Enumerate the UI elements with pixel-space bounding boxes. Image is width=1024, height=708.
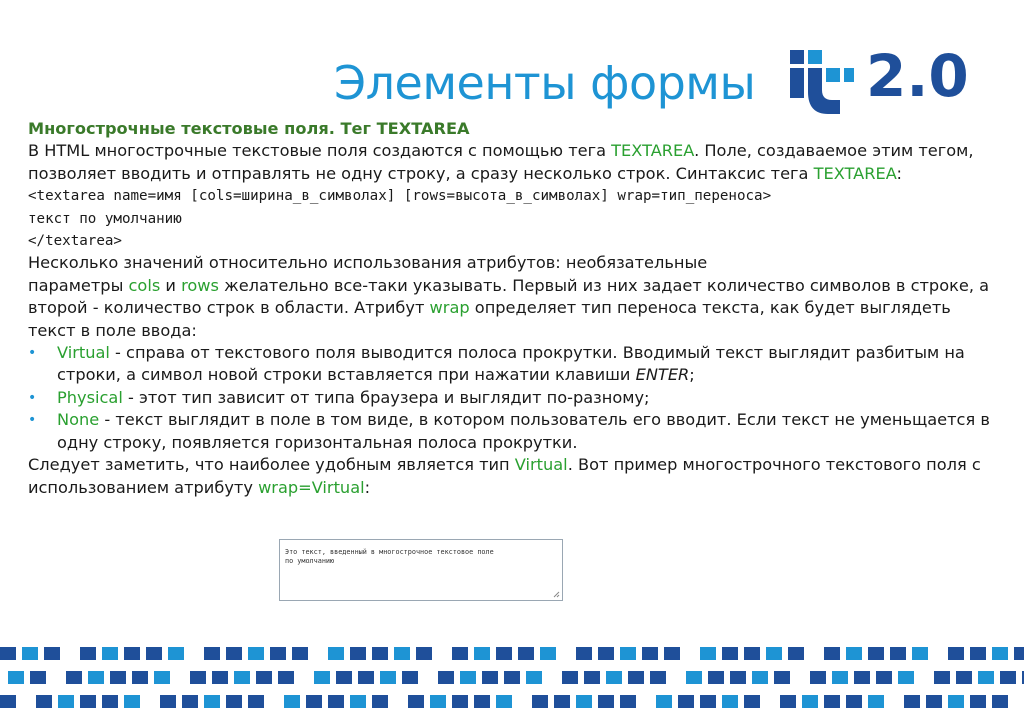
decorative-square <box>780 695 796 708</box>
decorative-square <box>394 647 410 660</box>
decorative-square <box>190 671 206 684</box>
decorative-square <box>372 647 388 660</box>
decorative-square <box>438 671 454 684</box>
decorative-square <box>132 671 148 684</box>
decorative-square <box>380 671 396 684</box>
decorative-square <box>656 695 672 708</box>
decorative-square <box>314 671 330 684</box>
decorative-square <box>328 695 344 708</box>
logo-text: 2.0 <box>866 44 969 110</box>
textarea-line: Это текст, введенный в многострочное текстовое поле <box>285 548 494 556</box>
decorative-square <box>372 695 388 708</box>
decorative-square <box>270 647 286 660</box>
attr-cols: cols <box>128 275 161 295</box>
paragraph-conclusion <box>28 454 1003 499</box>
example-textarea[interactable] <box>279 539 563 601</box>
decorative-square <box>248 695 264 708</box>
decorative-square <box>620 695 636 708</box>
slide-title: Элементы формы <box>334 56 756 110</box>
decorative-square <box>168 647 184 660</box>
decorative-square <box>350 695 366 708</box>
term: None <box>57 410 100 430</box>
decorative-square <box>970 647 986 660</box>
decorative-square <box>992 695 1008 708</box>
decorative-square <box>766 647 782 660</box>
section-heading: Многострочные текстовые поля. Тег TEXTAREA <box>28 119 470 138</box>
decorative-square <box>686 671 702 684</box>
term: Virtual <box>57 343 110 363</box>
decorative-square <box>832 671 848 684</box>
decorative-square <box>474 647 490 660</box>
decorative-square <box>642 647 658 660</box>
decorative-square <box>292 647 308 660</box>
decorative-square <box>846 695 862 708</box>
decorative-square <box>416 647 432 660</box>
decorative-square <box>540 647 556 660</box>
decorative-square <box>328 647 344 660</box>
decorative-square <box>460 671 476 684</box>
decorative-square <box>948 647 964 660</box>
decorative-square <box>664 647 680 660</box>
decorative-square <box>744 647 760 660</box>
decorative-square <box>628 671 644 684</box>
decorative-square <box>358 671 374 684</box>
decorative-square <box>22 647 38 660</box>
text: желательно все-таки указывать. Первый из них задает количество символов в строке, а второй - количество строк в области. Атрибут <box>28 275 990 318</box>
resize-grip-icon[interactable] <box>553 591 560 598</box>
decorative-square <box>0 695 16 708</box>
text: - справа от текстового поля выводится полоса прокрутки. Вводимый текст выглядит разбитым на строки, а символ новой строки вставляется при нажатии клавиши <box>57 343 965 385</box>
decorative-square <box>532 695 548 708</box>
decorative-square <box>408 695 424 708</box>
decorative-square <box>526 671 542 684</box>
attr-wrap: wrap <box>429 298 470 318</box>
decorative-square <box>496 647 512 660</box>
decorative-square <box>278 671 294 684</box>
decorative-square <box>284 695 300 708</box>
decorative-square <box>722 695 738 708</box>
decorative-square <box>256 671 272 684</box>
text: . Поле, создаваемое этим тегом, позволяет вводить и отправлять не одну строку, а сразу несколько строк. Синтаксис тега <box>28 141 974 183</box>
decorative-square <box>912 647 928 660</box>
decorative-square <box>154 671 170 684</box>
decorative-square <box>722 647 738 660</box>
decorative-square <box>650 671 666 684</box>
text: : <box>896 163 902 183</box>
decorative-square <box>36 695 52 708</box>
text: : <box>364 477 371 497</box>
decorative-square <box>80 695 96 708</box>
decorative-square <box>846 647 862 660</box>
decorative-square <box>1000 671 1016 684</box>
decorative-square <box>160 695 176 708</box>
decorative-square <box>606 671 622 684</box>
decorative-square <box>824 647 840 660</box>
key-enter: ENTER <box>635 365 690 385</box>
text: В HTML многострочные текстовые поля создаются с помощью тега <box>28 141 612 161</box>
decorative-squares-footer <box>0 645 1024 708</box>
code-line-default: текст по умолчанию <box>28 210 182 227</box>
decorative-square <box>890 647 906 660</box>
decorative-square <box>620 647 636 660</box>
text: определяет тип переноса текста, как будет выглядеть текст в поле ввода: <box>28 298 951 340</box>
decorative-square <box>518 647 534 660</box>
wrap-types-list <box>28 342 1003 454</box>
decorative-square <box>904 695 920 708</box>
decorative-square <box>504 671 520 684</box>
tag-textarea: TEXTAREA <box>813 163 897 183</box>
decorative-square <box>678 695 694 708</box>
bullet-icon: • <box>28 345 37 362</box>
decorative-square <box>44 647 60 660</box>
decorative-square <box>226 647 242 660</box>
decorative-square <box>452 647 468 660</box>
decorative-square <box>306 695 322 708</box>
decorative-square <box>8 671 24 684</box>
decorative-square <box>868 695 884 708</box>
textarea-content <box>280 540 562 566</box>
decorative-square <box>204 647 220 660</box>
decorative-square <box>124 695 140 708</box>
decorative-square <box>430 695 446 708</box>
decorative-square <box>80 647 96 660</box>
paragraph-attributes <box>28 252 1003 342</box>
decorative-square <box>810 671 826 684</box>
code-line-close: </textarea> <box>28 233 122 250</box>
textarea-line: по умолчанию <box>285 557 335 565</box>
decorative-square <box>102 647 118 660</box>
decorative-square <box>824 695 840 708</box>
bullet-icon: • <box>28 412 37 429</box>
term-virtual: Virtual <box>514 455 568 475</box>
decorative-square <box>576 647 592 660</box>
decorative-square <box>204 695 220 708</box>
decorative-square <box>30 671 46 684</box>
bullet-icon: • <box>28 389 37 406</box>
list-item <box>28 409 1003 454</box>
decorative-square <box>708 671 724 684</box>
decorative-square <box>992 647 1008 660</box>
logo-2-0-icon <box>788 44 984 128</box>
decorative-square <box>88 671 104 684</box>
list-item <box>28 342 1003 387</box>
term: Physical <box>57 387 123 407</box>
decorative-square <box>730 671 746 684</box>
code-line-open: <textarea name=имя [cols=ширина_в_символах] [rows=высота_в_символах] wrap=тип_переноса> <box>28 188 772 205</box>
text: . Вот пример многострочного текстового поля с использованием атрибуту <box>28 455 981 497</box>
decorative-square <box>926 695 942 708</box>
text: ; <box>689 365 695 385</box>
decorative-square <box>350 647 366 660</box>
decorative-square <box>66 671 82 684</box>
decorative-square <box>452 695 468 708</box>
decorative-square <box>102 695 118 708</box>
decorative-square <box>482 671 498 684</box>
text: Несколько значений относительно использования атрибутов: необязательные <box>28 253 708 273</box>
decorative-square <box>234 671 250 684</box>
decorative-square <box>970 695 986 708</box>
decorative-square <box>788 647 804 660</box>
slide-body <box>28 118 1003 499</box>
decorative-square <box>802 695 818 708</box>
text: - этот тип зависит от типа браузера и выглядит по-разному; <box>122 387 650 407</box>
decorative-square <box>956 671 972 684</box>
paragraph-intro <box>28 140 1003 185</box>
decorative-square <box>598 695 614 708</box>
decorative-square <box>496 695 512 708</box>
decorative-square <box>58 695 74 708</box>
decorative-square <box>978 671 994 684</box>
text: и <box>160 275 182 295</box>
decorative-square <box>146 647 162 660</box>
decorative-square <box>0 647 16 660</box>
decorative-square <box>584 671 600 684</box>
text: - текст выглядит в поле в том виде, в котором пользователь его вводит. Если текст не уменьщается в одну строку, появляется горизонтальная полоса прокрутки. <box>57 410 990 452</box>
decorative-square <box>576 695 592 708</box>
decorative-square <box>948 695 964 708</box>
decorative-square <box>212 671 228 684</box>
decorative-square <box>744 695 760 708</box>
decorative-square <box>248 647 264 660</box>
text: параметры <box>28 275 129 295</box>
decorative-square <box>110 671 126 684</box>
attr-wrap-virtual: wrap=Virtual <box>258 477 365 497</box>
decorative-square <box>554 695 570 708</box>
decorative-square <box>868 647 884 660</box>
decorative-square <box>752 671 768 684</box>
decorative-square <box>124 647 140 660</box>
decorative-square <box>402 671 418 684</box>
decorative-square <box>700 647 716 660</box>
text: Следует заметить, что наиболее удобным является тип <box>28 455 515 475</box>
decorative-square <box>226 695 242 708</box>
decorative-square <box>598 647 614 660</box>
decorative-square <box>854 671 870 684</box>
decorative-square <box>1014 647 1024 660</box>
decorative-square <box>934 671 950 684</box>
decorative-square <box>898 671 914 684</box>
decorative-square <box>336 671 352 684</box>
list-item <box>28 387 1003 409</box>
tag-textarea: TEXTAREA <box>611 141 695 161</box>
decorative-square <box>876 671 892 684</box>
decorative-square <box>774 671 790 684</box>
decorative-square <box>474 695 490 708</box>
decorative-square <box>182 695 198 708</box>
decorative-square <box>562 671 578 684</box>
attr-rows: rows <box>181 275 219 295</box>
decorative-square <box>700 695 716 708</box>
